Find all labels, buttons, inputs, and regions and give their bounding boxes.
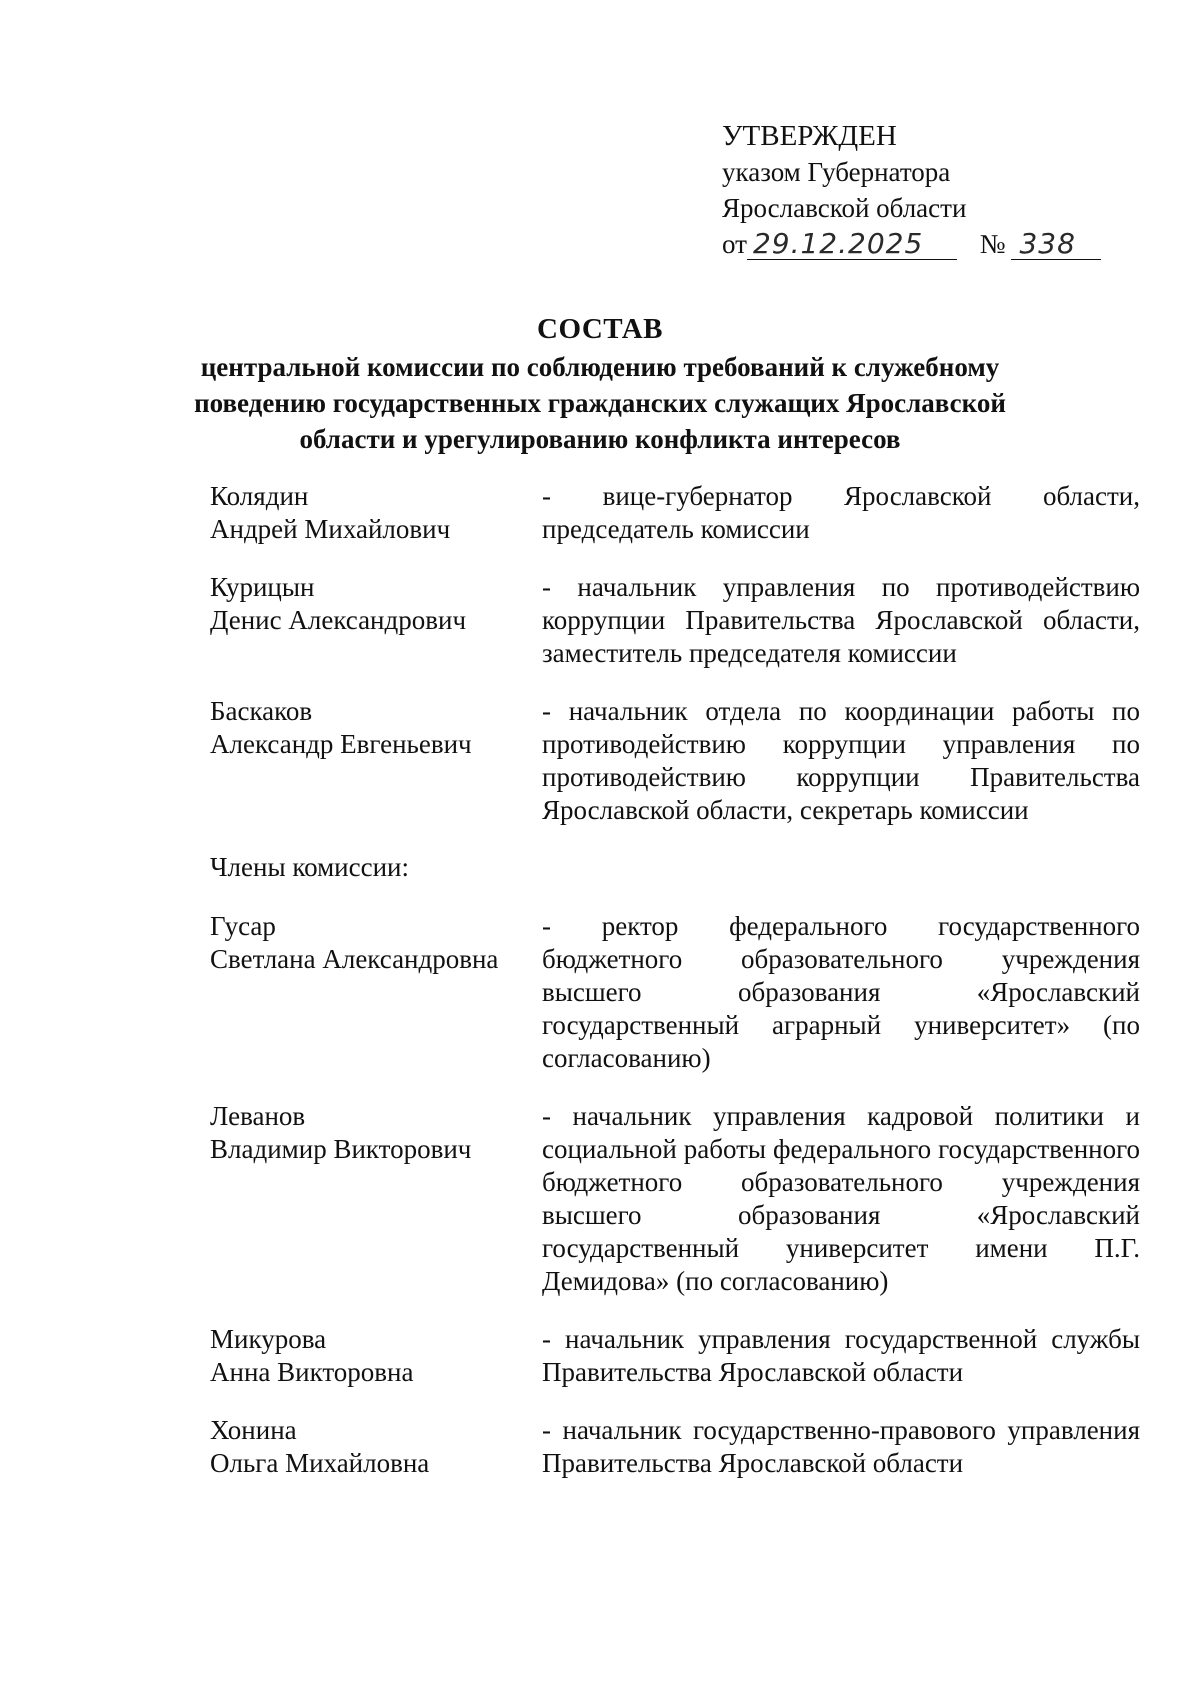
member-entry [210, 910, 1140, 1075]
member-entry [210, 1414, 1140, 1480]
members-section-label: Члены комиссии: [210, 852, 409, 882]
member-surname: Хонина [210, 1415, 297, 1445]
document-title: СОСТАВ [537, 313, 663, 345]
member-surname: Микурова [210, 1324, 327, 1354]
member-role: - начальник государственно-правового управления Правительства Ярославской области [542, 1415, 1140, 1478]
approval-line-2: Ярославской области [722, 193, 967, 223]
member-role: - начальник управления кадровой политики и социальной работы федерального государственного бюджетного образовательного учреждения высшего образования «Ярославский государственный университет имени П.Г. Демидова» (по согласованию) [542, 1101, 1140, 1296]
member-given-names: Ольга Михайловна [210, 1448, 430, 1478]
approval-stamp [722, 118, 1102, 262]
document-subtitle-line: поведению государственных гражданских служащих Ярославской [194, 388, 1006, 418]
member-name [210, 480, 542, 546]
member-given-names: Анна Викторовна [210, 1357, 414, 1387]
member-entry [210, 1100, 1140, 1298]
member-name [210, 571, 542, 670]
member-surname: Курицын [210, 572, 315, 602]
member-entry [210, 695, 1140, 827]
member-role: - вице-губернатор Ярославской области, председатель комиссии [542, 481, 1140, 544]
member-surname: Баскаков [210, 696, 313, 726]
member-name [210, 1100, 542, 1298]
document-subtitle-line: области и урегулированию конфликта интересов [299, 424, 901, 454]
member-surname: Гусар [210, 911, 276, 941]
member-name [210, 910, 542, 1075]
member-given-names: Владимир Викторович [210, 1134, 472, 1164]
date-prefix: от [722, 229, 747, 259]
member-given-names: Светлана Александровна [210, 944, 499, 974]
approval-date-line [722, 226, 1102, 262]
approval-heading: УТВЕРЖДЕН [722, 120, 897, 152]
member-role: - начальник управления по противодействию коррупции Правительства Ярославской области, заместитель председателя комиссии [542, 572, 1140, 668]
member-name [210, 1414, 542, 1480]
member-role: - начальник отдела по координации работы по противодействию коррупции управления по противодействию коррупции Правительства Ярославской области, секретарь комиссии [542, 696, 1140, 825]
document-subtitle-line: центральной комиссии по соблюдению требований к служебному [200, 352, 1000, 382]
member-role: - ректор федерального государственного бюджетного образовательного учреждения высшего образования «Ярославский государственный аграрный университет» (по согласованию) [542, 911, 1140, 1073]
member-entry [210, 480, 1140, 546]
member-name [210, 1323, 542, 1389]
member-surname: Колядин [210, 481, 309, 511]
member-surname: Леванов [210, 1101, 306, 1131]
handwritten-number: 338 [1011, 229, 1101, 260]
member-given-names: Андрей Михайлович [210, 514, 451, 544]
member-role: - начальник управления государственной службы Правительства Ярославской области [542, 1324, 1140, 1387]
commission-list [210, 480, 1140, 1480]
member-entry [210, 1323, 1140, 1389]
member-entry [210, 571, 1140, 670]
member-given-names: Александр Евгеньевич [210, 729, 472, 759]
member-given-names: Денис Александрович [210, 605, 467, 635]
number-prefix: № [979, 229, 1006, 259]
handwritten-date: 29.12.2025 [747, 229, 957, 260]
document-title-block [100, 310, 1100, 456]
approval-line-1: указом Губернатора [722, 157, 951, 187]
member-name [210, 695, 542, 827]
